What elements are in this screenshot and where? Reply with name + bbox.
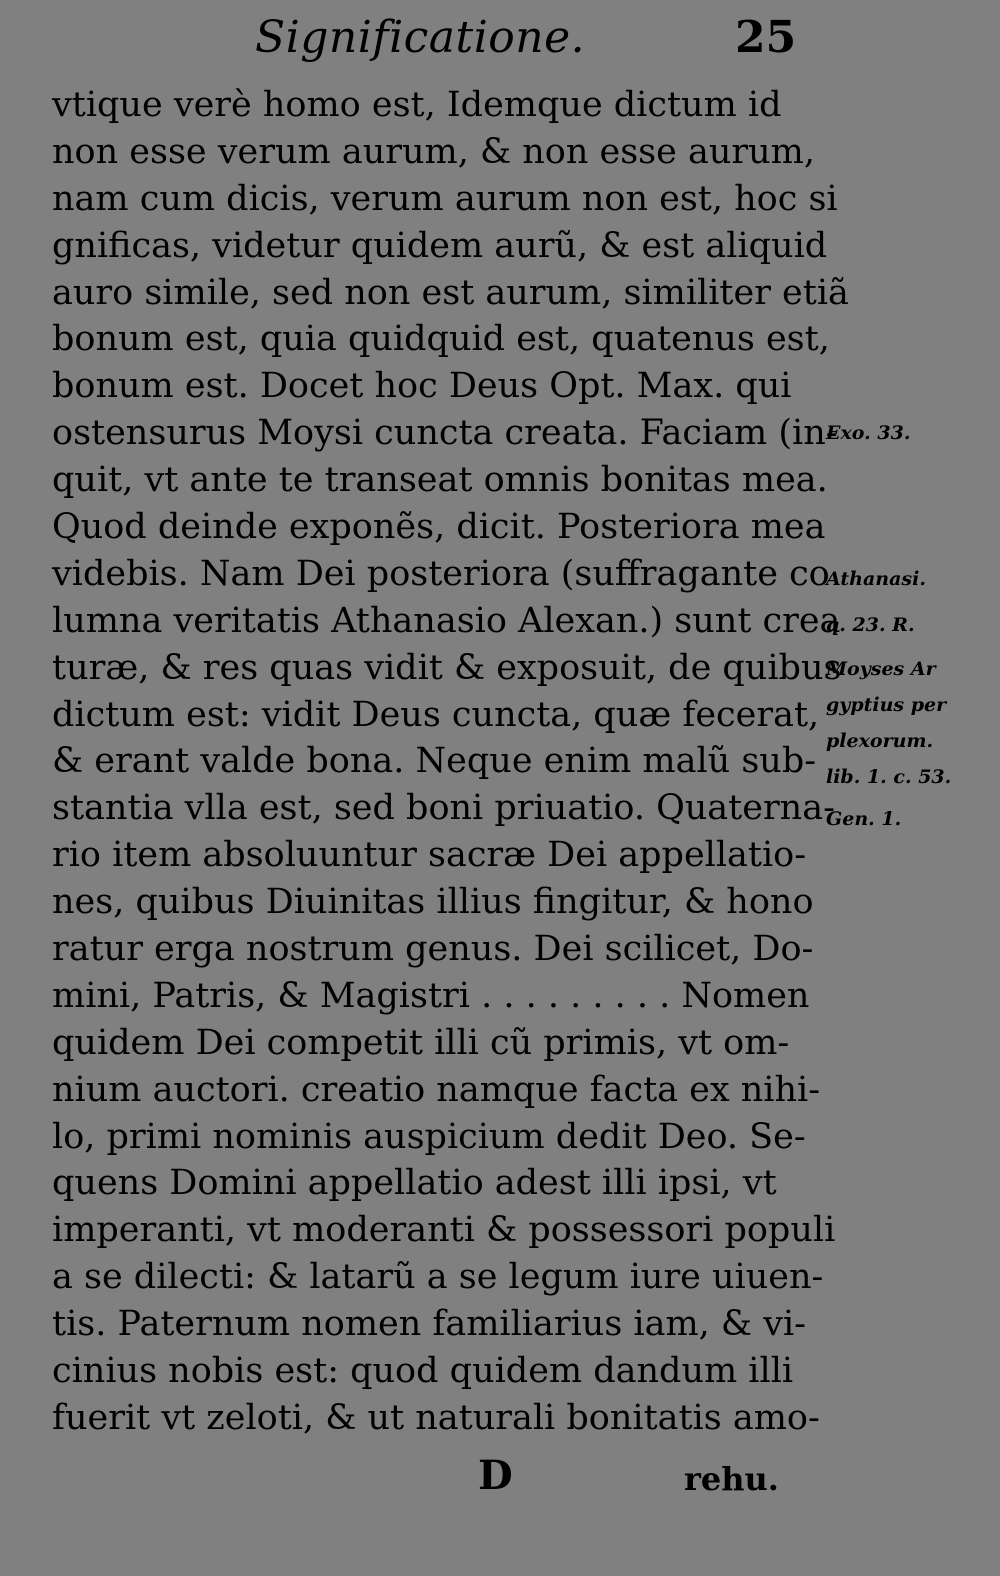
text-line: dictum est: vidit Deus cuncta, quæ fecerat, <box>52 694 820 735</box>
margin-note-genesis: Gen. 1. <box>826 808 902 830</box>
margin-note-moyses: Moyses Ar <box>826 658 936 680</box>
margin-note-moyses-cont: gyptius per <box>826 694 947 716</box>
catchword: rehu. <box>684 1460 779 1498</box>
text-line: nes, quibus Diuinitas illius fingitur, & hono <box>52 882 814 923</box>
text-line: a se dilecti: & latarũ a se legum iure uiuen- <box>52 1257 824 1298</box>
text-line: & erant valde bona. Neque enim malũ sub- <box>52 741 817 782</box>
text-line: quens Domini appellatio adest illi ipsi, vt <box>52 1163 777 1204</box>
text-line: mini, Patris, & Magistri . . . . . . . . . Nomen <box>52 975 810 1016</box>
margin-note-exodus: Exo. 33. <box>826 422 911 444</box>
text-line: tis. Paternum nomen familiarius iam, & vi- <box>52 1304 806 1345</box>
text-line: turæ, & res quas vidit & exposuit, de quibus <box>52 647 842 688</box>
text-line: rio item absoluuntur sacræ Dei appellatio- <box>52 835 807 876</box>
text-line: videbis. Nam Dei posteriora (suffragante co <box>52 553 830 594</box>
page-header <box>0 6 1000 76</box>
text-line: bonum est. Docet hoc Deus Opt. Max. qui <box>52 366 792 407</box>
body-text <box>52 82 849 1442</box>
signature-mark: D <box>478 1452 513 1499</box>
text-line: auro simile, sed non est aurum, similiter etiã <box>52 272 849 313</box>
margin-note-book-ref: lib. 1. c. 53. <box>826 766 952 788</box>
text-line: lo, primi nominis auspicium dedit Deo. Se- <box>52 1116 806 1157</box>
margin-note-athanasius: Athanasi. <box>826 568 926 590</box>
text-line: vtique verè homo est, Idemque dictum id <box>52 85 782 125</box>
text-line: bonum est, quia quidquid est, quatenus est, <box>52 319 830 360</box>
text-line: ratur erga nostrum genus. Dei scilicet, Do- <box>52 929 814 970</box>
text-line: stantia vlla est, sed boni priuatio. Quaterna- <box>52 788 835 829</box>
margin-note-moyses-cont: plexorum. <box>826 730 934 752</box>
text-line: nam cum dicis, verum aurum non est, hoc si <box>52 178 838 219</box>
page-number: 25 <box>735 12 797 63</box>
text-line: quit, vt ante te transeat omnis bonitas mea. <box>52 460 828 501</box>
text-line: imperanti, vt moderanti & possessori populi <box>52 1210 836 1251</box>
text-line: lumna veritatis Athanasio Alexan.) sunt crea <box>52 600 841 641</box>
text-line: quidem Dei competit illi cũ primis, vt om- <box>52 1022 790 1063</box>
text-line: nium auctori. creatio namque facta ex nihi- <box>52 1069 821 1110</box>
text-line: fuerit vt zeloti, & ut naturali bonitatis amo- <box>52 1397 820 1438</box>
text-line: gnificas, videtur quidem aurũ, & est aliquid <box>52 225 828 266</box>
margin-note-question: q. 23. R. <box>826 614 915 636</box>
text-line: non esse verum aurum, & non esse aurum, <box>52 131 815 172</box>
running-title: Significatione. <box>255 12 586 63</box>
text-line: ostensurus Moysi cuncta creata. Faciam (in- <box>52 413 838 454</box>
text-line: Quod deinde exponẽs, dicit. Posteriora mea <box>52 507 826 548</box>
text-line: cinius nobis est: quod quidem dandum illi <box>52 1351 794 1392</box>
